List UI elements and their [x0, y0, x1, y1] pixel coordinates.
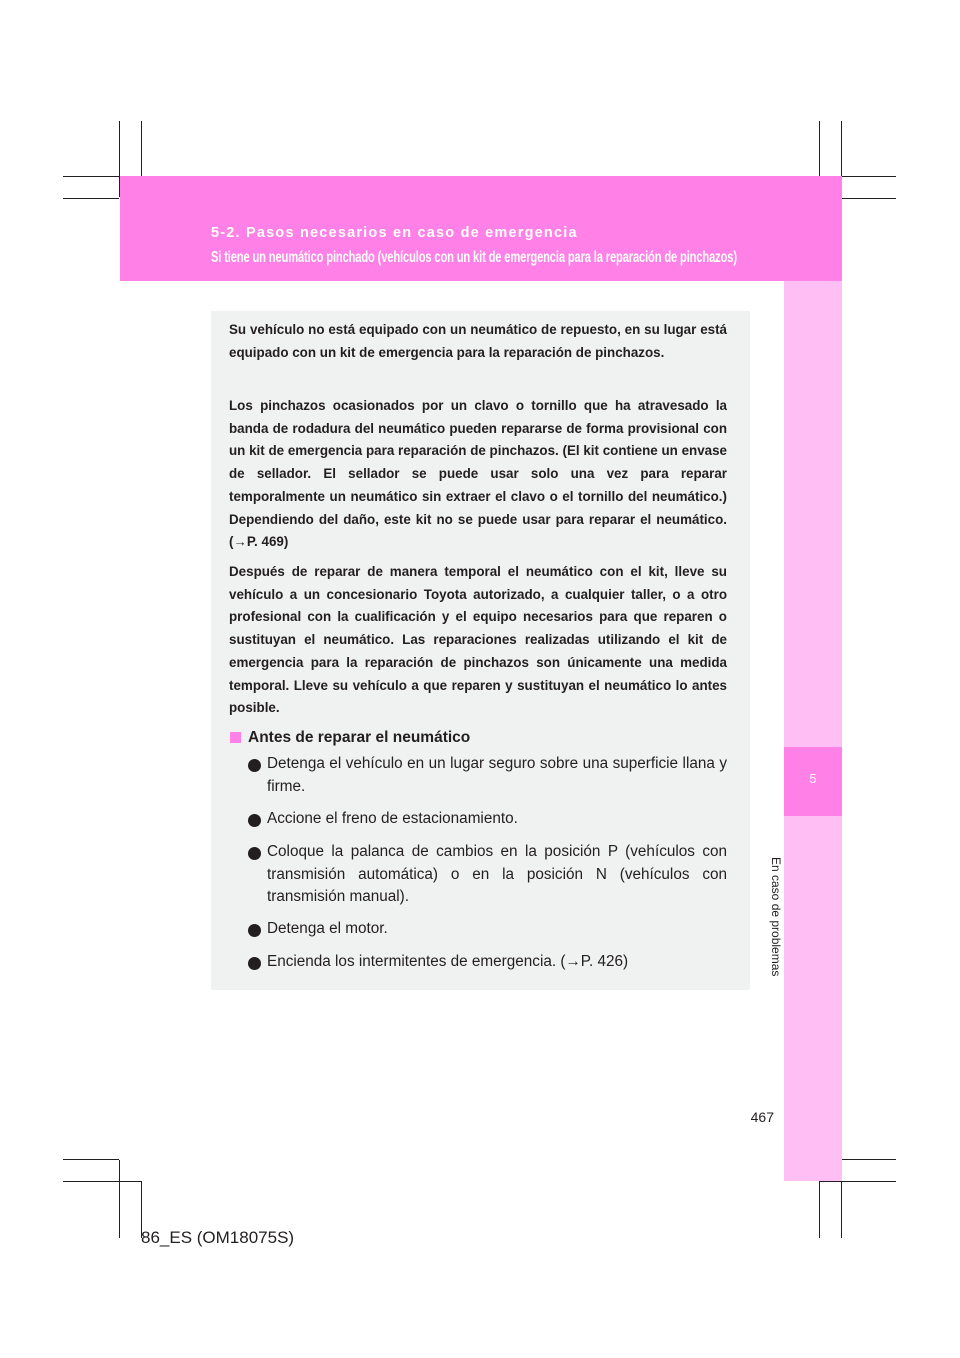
crop-mark-bottom-right-h2	[819, 1181, 896, 1182]
intro-paragraph-3: Después de reparar de manera temporal el neumático con el kit, lleve su vehículo a un concesionario Toyota autorizado, a cualquier taller, o a otro profesional con la cualificación y el equipo necesarios para que reparen o sustituyan el neumático. Las reparaciones realizadas utilizando el kit de emergencia para la reparación de pinchazos son únicamente una medida temporal. Lleve su vehículo a que reparen y sustituyan el neumático lo antes posible.	[229, 564, 727, 716]
bullet-item-3: Coloque la palanca de cambios en la posición P (vehículos con transmisión automática) o en la posición N (vehículos con transmisión manual).	[267, 843, 727, 906]
document-code: 86_ES (OM18075S)	[141, 1228, 295, 1247]
bullet-dot-icon	[248, 759, 261, 772]
crop-mark-top-left-h2	[63, 198, 119, 199]
bullet-item-4: Detenga el motor.	[267, 920, 388, 937]
intro-paragraph-1: Su vehículo no está equipado con un neumático de repuesto, en su lugar está equipado con un kit de emergencia para la reparación de pinchazos.	[229, 322, 727, 360]
intro-paragraph-2: Los pinchazos ocasionados por un clavo o tornillo que ha atravesado la banda de rodadura del neumático pueden repararse de forma provisional con un kit de emergencia para reparación de pinchazos. (El kit contiene un envase de sellador. El sellador se puede usar solo una vez para reparar temporalmente un neumático sin extraer el clavo o el tornillo del neumático.) Dependiendo del daño, este kit no se puede usar para reparar el neumático. (→P. 469)	[229, 398, 727, 550]
square-bullet-icon	[230, 732, 241, 743]
crop-mark-bottom-left-h2	[63, 1181, 142, 1182]
chapter-label: En caso de problemas	[769, 857, 783, 977]
chapter-number: 5	[809, 771, 817, 786]
bullet-dot-icon	[248, 847, 261, 860]
crop-mark-bottom-right-h1	[842, 1159, 896, 1160]
bullet-item-1: Detenga el vehículo en un lugar seguro sobre una superficie llana y firme.	[267, 755, 727, 795]
crop-mark-bottom-left-v1	[119, 1160, 120, 1238]
crop-mark-bottom-right-v1	[819, 1181, 820, 1238]
bullet-item-2: Accione el freno de estacionamiento.	[267, 810, 518, 827]
crop-mark-bottom-left-h1	[63, 1159, 119, 1160]
section-subtitle: Si tiene un neumático pinchado (vehículos con un kit de emergencia para la reparación de pinchazos)	[211, 249, 737, 266]
page-number: 467	[750, 1109, 774, 1125]
crop-mark-top-right-h2	[842, 198, 896, 199]
bullet-dot-icon	[248, 924, 261, 937]
chapter-side-tab	[784, 281, 842, 1181]
subheading: Antes de reparar el neumático	[248, 729, 471, 746]
bullet-item-5: Encienda los intermitentes de emergencia. (→P. 426)	[267, 953, 629, 970]
section-title: 5-2. Pasos necesarios en caso de emergencia	[211, 225, 578, 241]
bullet-dot-icon	[248, 957, 261, 970]
bullet-dot-icon	[248, 814, 261, 827]
